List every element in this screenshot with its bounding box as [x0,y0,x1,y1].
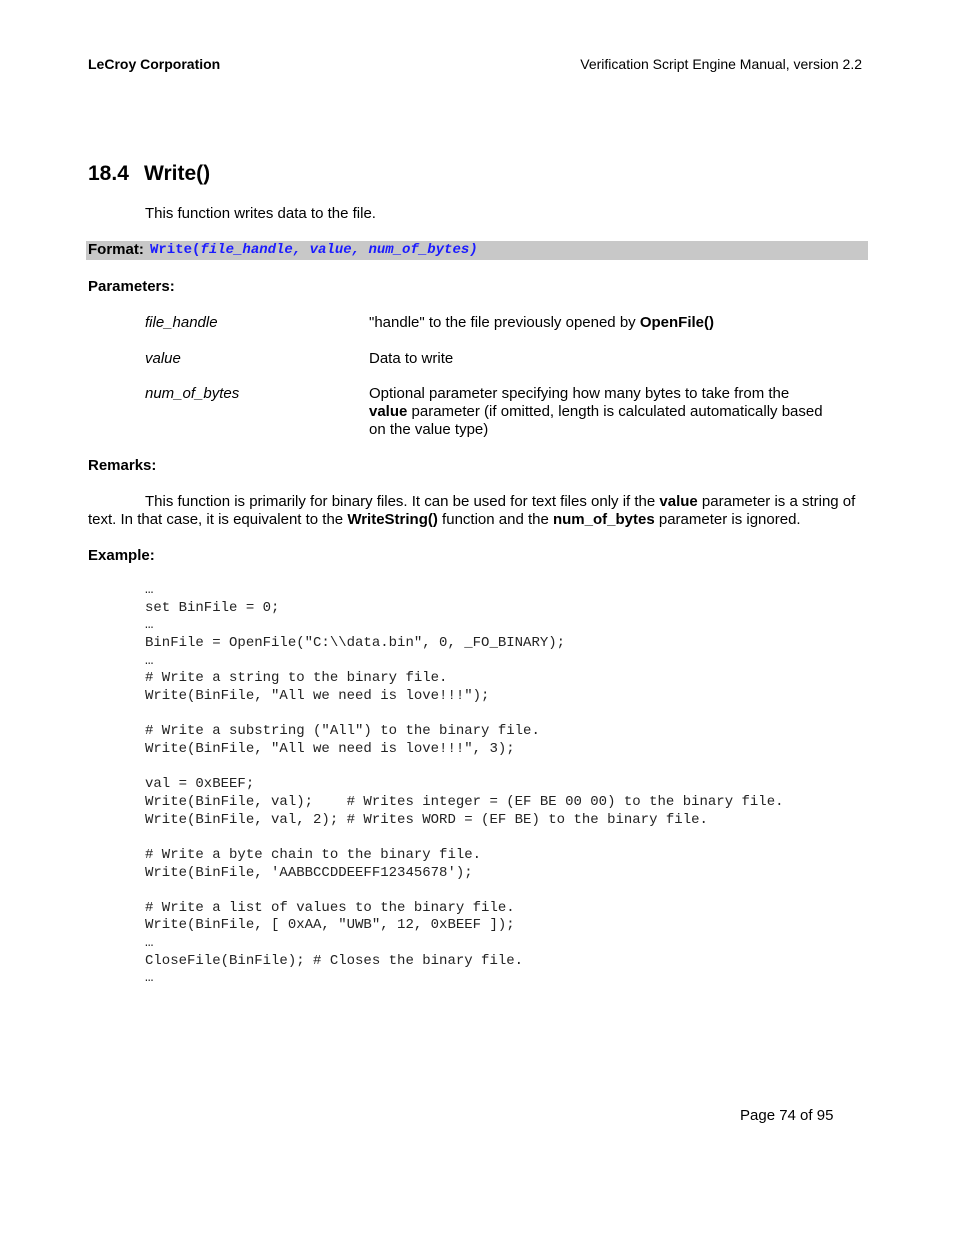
section-title: Write() [144,162,211,185]
format-args: file_handle, value, num_of_bytes) [200,242,478,258]
remarks-label: Remarks: [88,457,157,474]
param-name: num_of_bytes [145,385,240,402]
example-code: … set BinFile = 0; … BinFile = OpenFile("C:\\data.bin", 0, _FO_BINARY); … # Write a string to the binary file. Write(BinFile, "All we need is love!!!"); # Write a substring ("All") to the binary file. Write(BinFile, "All we need is love!!!", 3); val = 0xBEEF; Write(BinFile, val); # Writes integer = (EF BE 00 00) to the binary file. Write(BinFile, val, 2); # Writes WORD = (EF BE) to the binary file. # Write a byte chain to the binary file. Write(BinFile, 'AABBCCDDEEFF12345678'); # Write a list of values to the binary file. Write(BinFile, [ 0xAA, "UWB", 12, 0xBEEF ]); … CloseFile(BinFile); # Closes the binary file. … [145,582,784,987]
param-desc: Data to write [369,350,454,367]
param-desc: "handle" to the file previously opened by OpenFile() [369,314,714,331]
param-name: file_handle [145,314,218,331]
param-name: value [145,350,181,367]
remarks-text: This function is primarily for binary files. It can be used for text files only if the value parameter is a string of text. In that case, it is equivalent to the WriteString() function and the num_of_bytes parameter is ignored. [88,493,856,528]
header-manual-title: Verification Script Engine Manual, version 2.2 [580,56,862,72]
section-intro: This function writes data to the file. [145,205,376,222]
format-label: Format: [88,241,144,258]
format-func: Write( [150,242,201,258]
section-number: 18.4 [88,162,129,185]
parameters-label: Parameters: [88,278,175,295]
example-label: Example: [88,547,155,564]
header-company: LeCroy Corporation [88,56,221,72]
section-heading [88,161,210,187]
page-number: Page 74 of 95 [740,1107,834,1124]
format-signature [150,242,478,259]
param-desc: Optional parameter specifying how many bytes to take from the value parameter (if omitted, length is calculated automatically based on the value type) [369,385,823,438]
